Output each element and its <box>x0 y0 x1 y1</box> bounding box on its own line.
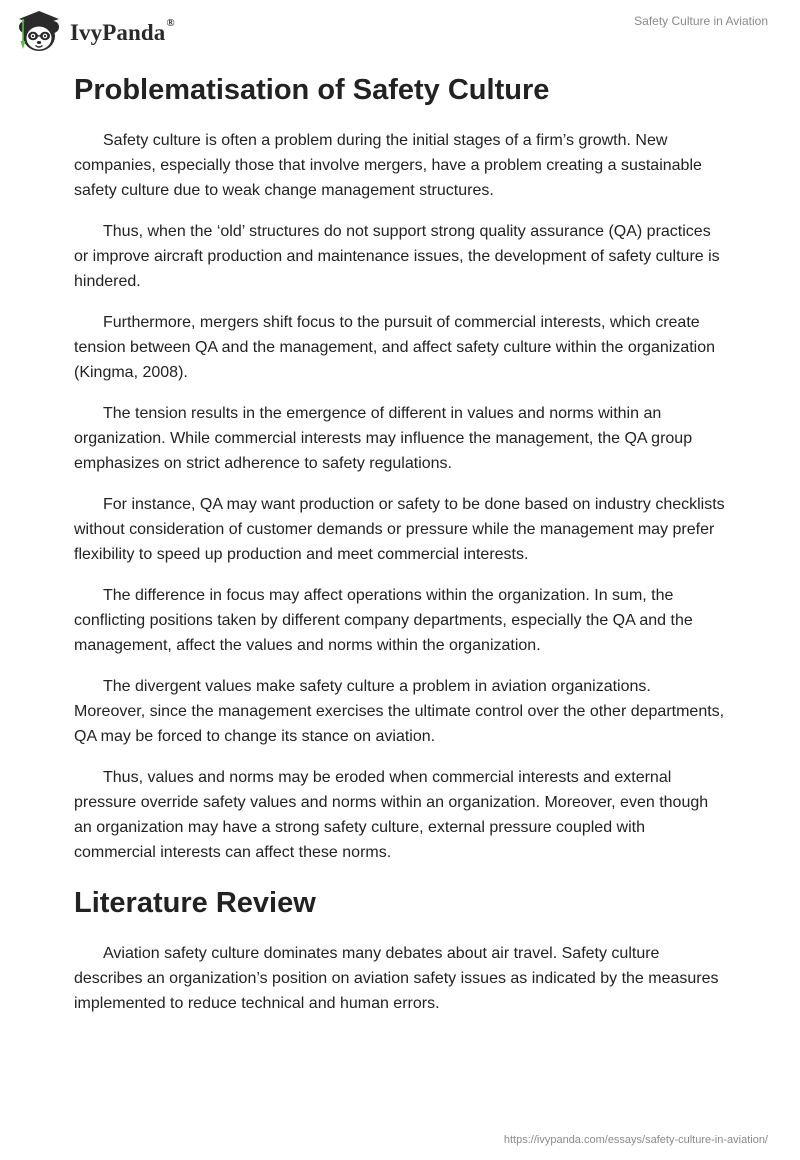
section-problematisation <box>74 72 726 865</box>
registered-mark: ® <box>166 17 175 29</box>
paragraph: Aviation safety culture dominates many debates about air travel. Safety culture describes an organization’s position on aviation safety issues as indicated by the measures implemented to reduce technical and human errors. <box>74 945 719 1012</box>
brand-name: IvyPanda® <box>70 17 175 45</box>
paragraph: Furthermore, mergers shift focus to the pursuit of commercial interests, which create tension between QA and the management, and affect safety culture within the organization (Kingma, 2008). <box>74 314 716 381</box>
source-url[interactable]: https://ivypanda.com/essays/safety-culture-in-aviation/ <box>503 1134 768 1146</box>
paragraph: Safety culture is often a problem during the initial stages of a firm’s growth. New companies, especially those that involve mergers, have a problem creating a sustainable safety culture due to weak change management structures. <box>74 132 702 199</box>
paragraph: The tension results in the emergence of different in values and norms within an organization. While commercial interests may influence the management, the QA group emphasizes on strict adherence to safety regulations. <box>74 405 693 472</box>
paragraph: The difference in focus may affect operations within the organization. In sum, the conflicting positions taken by different company departments, especially the QA and the management, affect the values and norms within the organization. <box>74 587 693 654</box>
section-literature-review <box>74 885 726 1016</box>
paragraph: For instance, QA may want production or safety to be done based on industry checklists without consideration of customer demands or pressure while the management may prefer flexibility to speed up production and meet commercial interests. <box>74 496 725 563</box>
paragraph: Thus, values and norms may be eroded when commercial interests and external pressure override safety values and norms within an organization. Moreover, even though an organization may have a strong safety culture, external pressure coupled with commercial interests can affect these norms. <box>74 769 709 861</box>
brand-logo[interactable] <box>14 8 175 56</box>
section-heading: Literature Review <box>74 887 316 919</box>
paragraph: The divergent values make safety culture a problem in aviation organizations. Moreover, since the management exercises the ultimate control over the other departments, QA may be forced to change its stance on aviation. <box>74 678 725 745</box>
essay-body <box>74 72 726 1032</box>
paragraph: Thus, when the ‘old’ structures do not support strong quality assurance (QA) practices or improve aircraft production and maintenance issues, the development of safety culture is hindered. <box>74 223 720 290</box>
document-title: Safety Culture in Aviation <box>634 14 768 28</box>
section-heading: Problematisation of Safety Culture <box>74 74 550 106</box>
panda-graduate-logo-icon <box>14 8 64 56</box>
page-header <box>0 0 800 60</box>
